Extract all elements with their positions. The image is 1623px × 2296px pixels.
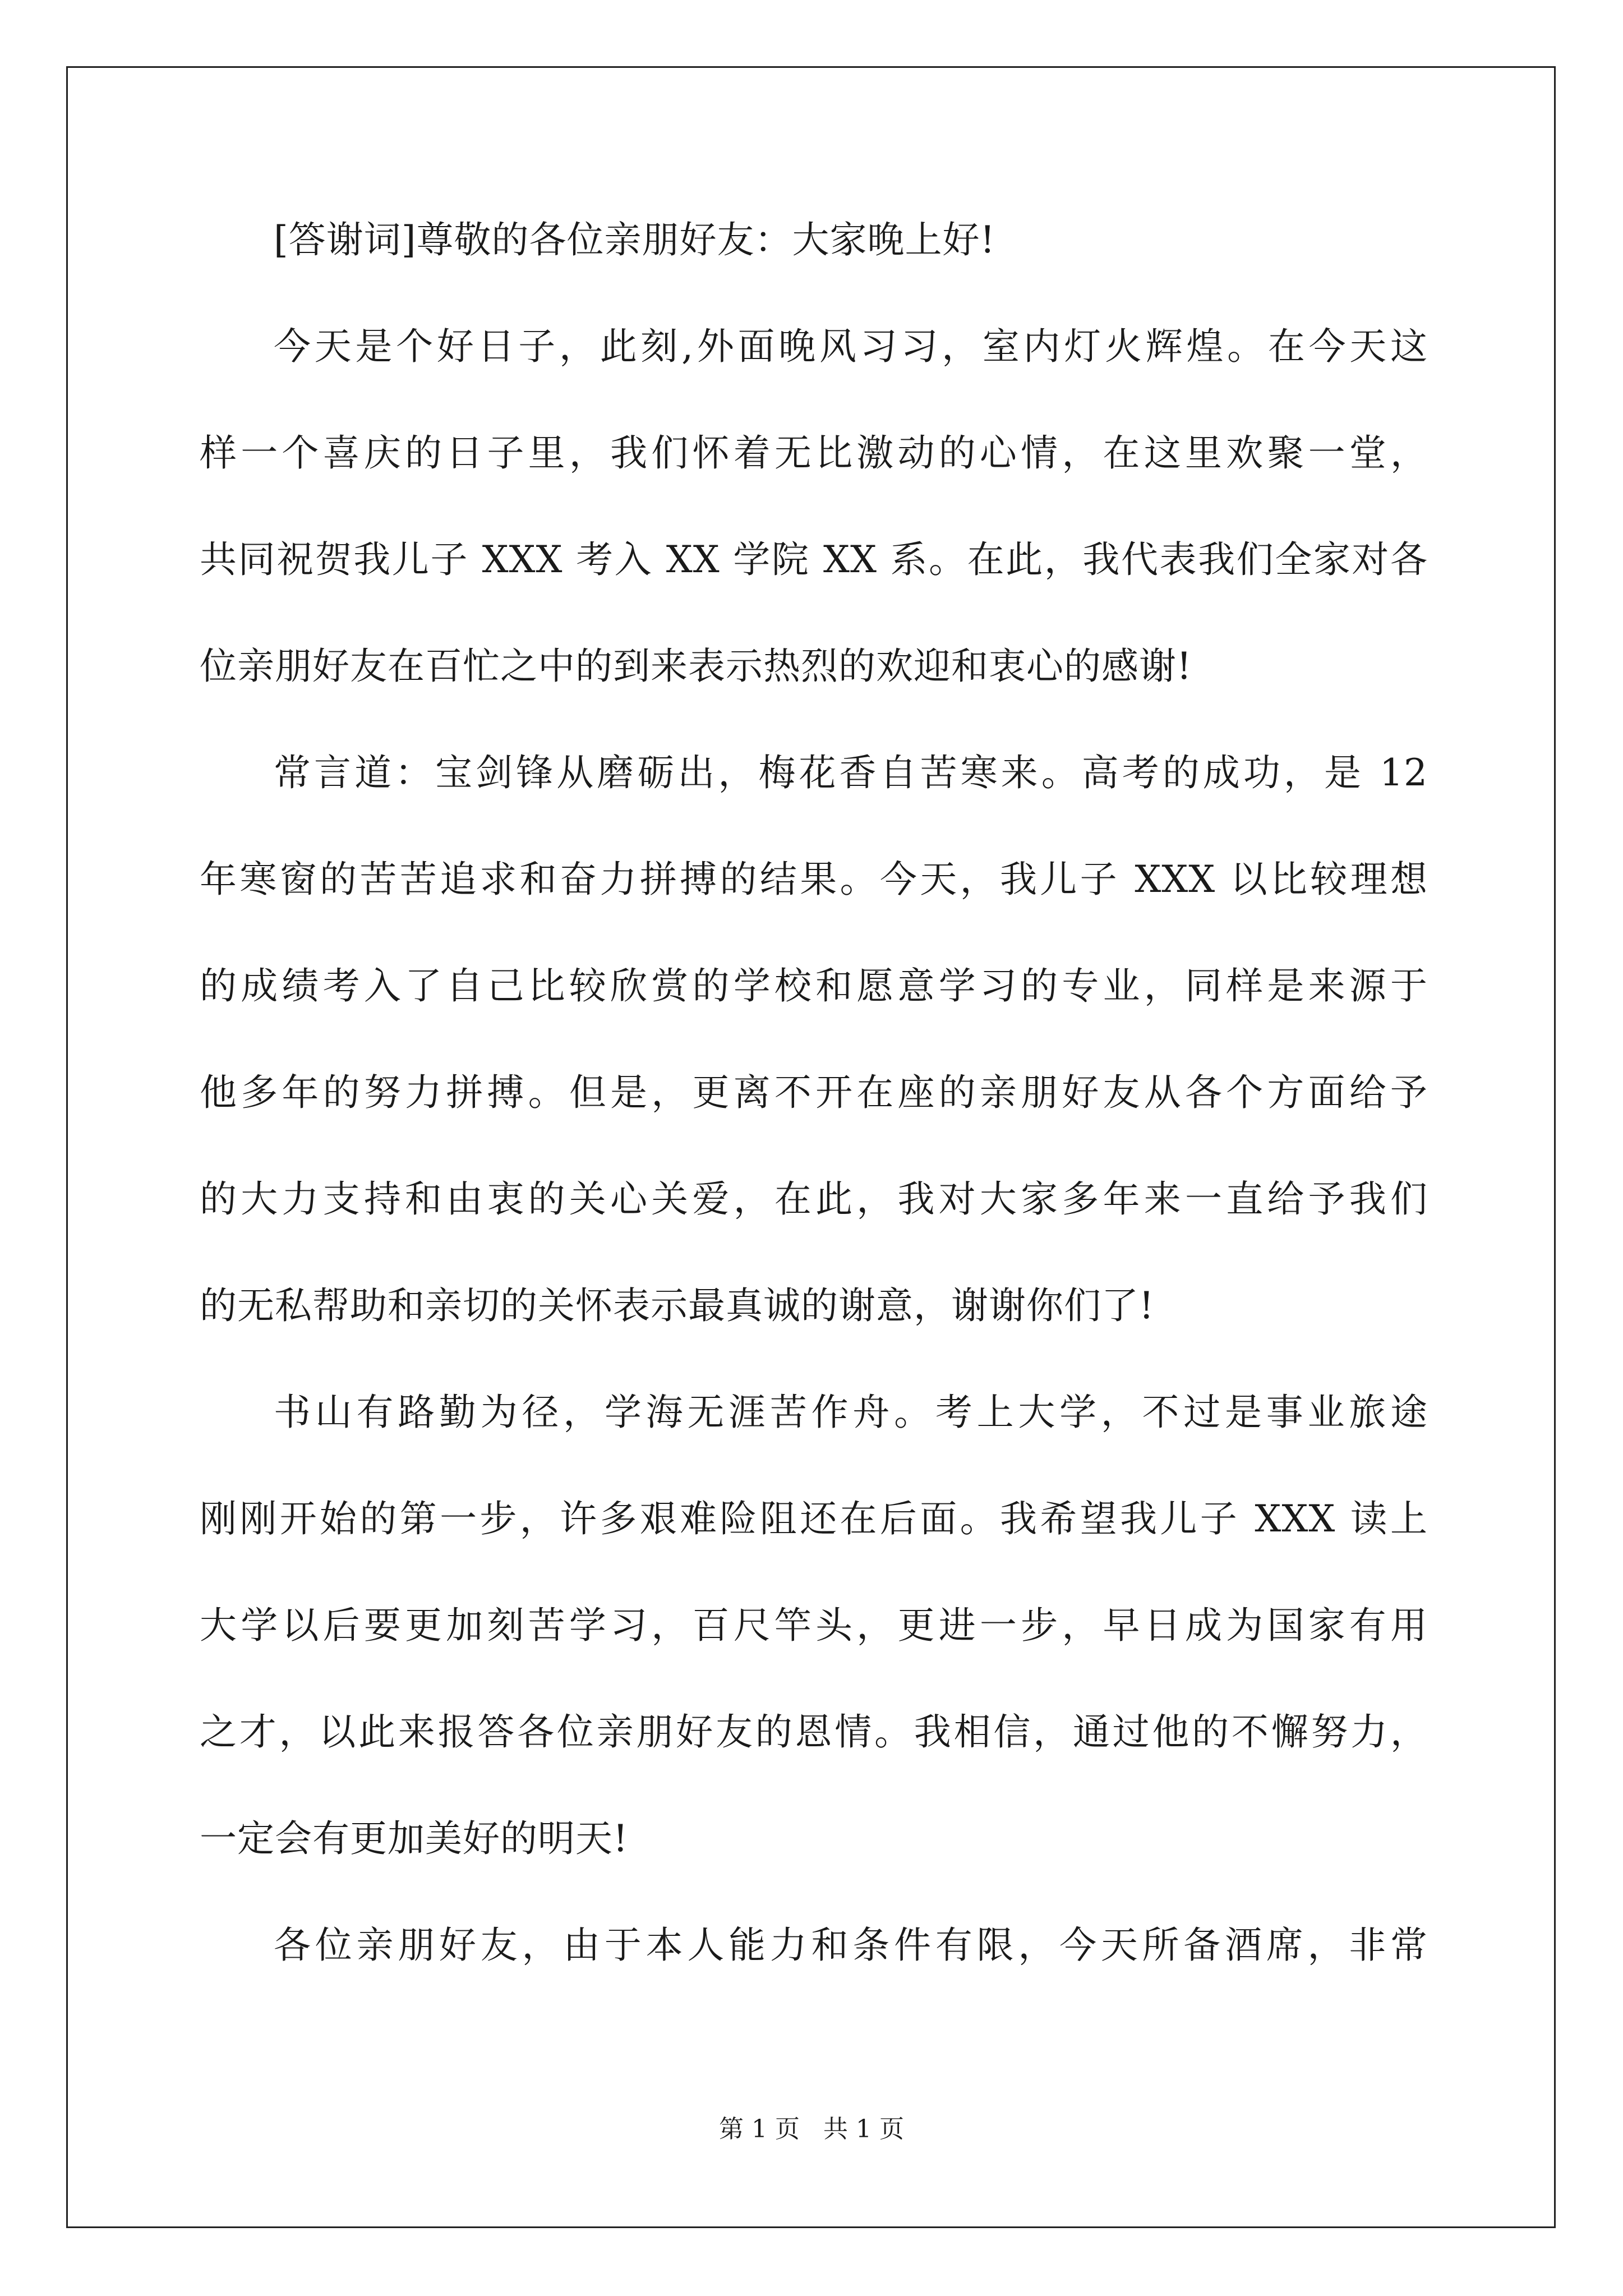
paragraph-4-line-5: 一定会有更加美好的明天! <box>200 1817 629 1860</box>
paragraph-4-line-1: 书山有路勤为径，学海无涯苦作舟。考上大学，不过是事业旅途 <box>274 1391 1428 1434</box>
paragraph-3-line-4: 他多年的努力拼搏。但是，更离不开在座的亲朋好友从各个方面给予 <box>200 1071 1428 1114</box>
paragraph-3-line-5: 的大力支持和由衷的关心关爱，在此，我对大家多年来一直给予我们 <box>200 1177 1428 1221</box>
document-body <box>200 213 1428 2025</box>
paragraph-3-line-6: 的无私帮助和亲切的关怀表示最真诚的谢意，谢谢你们了! <box>200 1284 1155 1327</box>
paragraph-2-line-1: 今天是个好日子，此刻,外面晚风习习，室内灯火辉煌。在今天这 <box>274 325 1428 368</box>
paragraph-3-line-3: 的成绩考入了自己比较欣赏的学校和愿意学习的专业，同样是来源于 <box>200 964 1428 1007</box>
paragraph-2-line-4: 位亲朋好友在百忙之中的到来表示热烈的欢迎和衷心的感谢! <box>200 645 1192 688</box>
paragraph-2-line-2: 样一个喜庆的日子里，我们怀着无比激动的心情，在这里欢聚一堂， <box>200 431 1428 475</box>
paragraph-4-line-3: 大学以后要更加刻苦学习，百尺竿头，更进一步，早日成为国家有用 <box>200 1604 1428 1647</box>
paragraph-4-line-2: 刚刚开始的第一步，许多艰难险阻还在后面。我希望我儿子 XXX 读上 <box>200 1497 1428 1540</box>
paragraph-5-line-1: 各位亲朋好友，由于本人能力和条件有限，今天所备酒席，非常 <box>274 1924 1428 1967</box>
paragraph-3-line-2: 年寒窗的苦苦追求和奋力拼搏的结果。今天，我儿子 XXX 以比较理想 <box>200 858 1428 901</box>
page-number-footer: 第 1 页 共 1 页 <box>719 2115 904 2143</box>
paragraph-4-line-4: 之才，以此来报答各位亲朋好友的恩情。我相信，通过他的不懈努力， <box>200 1710 1428 1754</box>
paragraph-2-line-3: 共同祝贺我儿子 XXX 考入 XX 学院 XX 系。在此，我代表我们全家对各 <box>200 538 1428 581</box>
paragraph-1-line-1: [答谢词]尊敬的各位亲朋好友：大家晚上好! <box>274 218 996 261</box>
paragraph-3-line-1: 常言道：宝剑锋从磨砺出，梅花香自苦寒来。高考的成功，是 12 <box>274 751 1428 794</box>
